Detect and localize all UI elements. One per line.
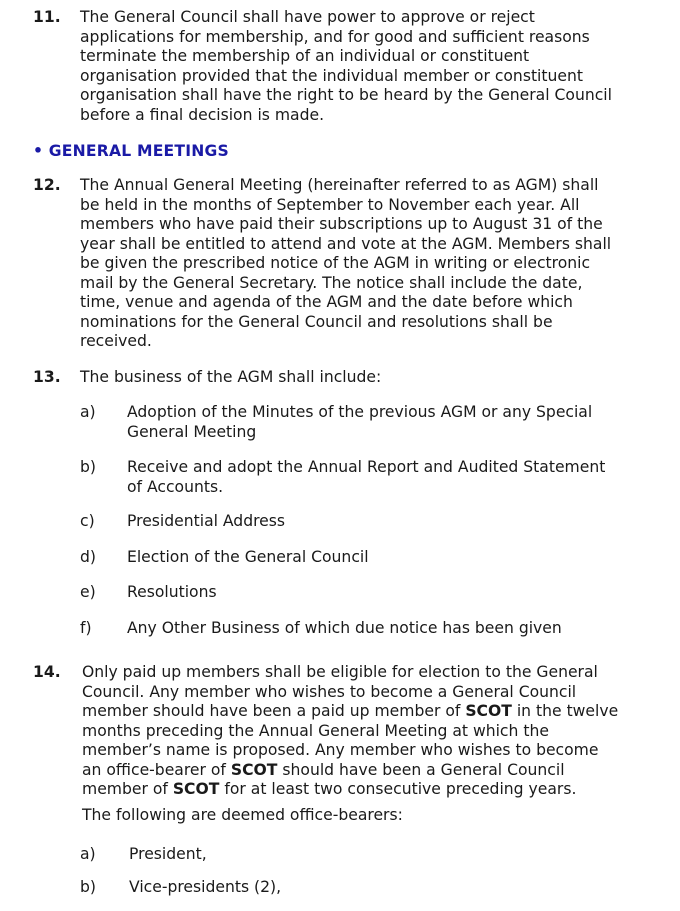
list-item-label: b): [80, 878, 96, 896]
clause-number: 14.: [33, 663, 61, 681]
clause-text: [82, 663, 658, 825]
list-item-text: Any Other Business of which due notice has been given: [127, 619, 562, 637]
list-item-text: Adoption of the Minutes of the previous AGM or any Special General Meeting: [127, 403, 593, 441]
clause-line: [82, 761, 658, 781]
clause-number: 13.: [33, 368, 61, 386]
clause-line: Only paid up members shall be eligible for election to the General: [82, 663, 598, 681]
list-item-label: b): [80, 458, 96, 476]
org-name: SCOT: [465, 702, 512, 720]
list-item-text: Receive and adopt the Annual Report and Audited Statement of Accounts.: [127, 458, 606, 496]
list-item-label: a): [80, 403, 96, 421]
org-name: SCOT: [230, 760, 278, 779]
clause-text-segment: member should have been a paid up member of: [82, 702, 466, 720]
list-item-text: President,: [129, 845, 207, 863]
clause-text-segment: an office-bearer of: [82, 760, 231, 779]
list-item-text: Election of the General Council: [127, 548, 369, 566]
clause-line: Council. Any member who wishes to become a General Council: [82, 682, 577, 701]
list-item-text: Presidential Address: [127, 512, 286, 530]
clause-text-segment: should have been a General Council: [277, 760, 565, 779]
org-name: SCOT: [172, 780, 220, 798]
list-item-label: d): [80, 548, 96, 566]
clause-text-segment: in the twelve: [511, 702, 619, 720]
list-item-text: Vice-presidents (2),: [129, 878, 282, 896]
clause-line: [82, 702, 658, 722]
clause-line: [82, 780, 658, 800]
list-item-label: e): [80, 583, 96, 601]
clause-text-segment: member of: [82, 780, 173, 798]
clause-text: The Annual General Meeting (hereinafter referred to as AGM) shall be held in the months of September to November each year. All members who have paid their subscriptions up to August 31 of the year shall be entitled to attend and vote at the AGM. Members shall be given the prescribed notice of the AGM in writing or electronic mail by the General Secretary. The notice shall include the date, time, venue and agenda of the AGM and the date before which nominations for the General Council and resolutions shall be received.: [80, 176, 612, 350]
list-item-label: a): [80, 845, 96, 863]
clause-line: months preceding the Annual General Meeting at which the: [82, 721, 549, 740]
list-item-text: Resolutions: [127, 583, 217, 601]
section-heading-general-meetings: • GENERAL MEETINGS: [33, 142, 229, 160]
clause-text-segment: for at least two consecutive preceding years.: [219, 780, 577, 798]
clause-text: The General Council shall have power to approve or reject applications for membership, and for good and sufficient reasons terminate the membership of an individual or constituent organisation provided that the individual member or constituent organisation shall have the right to be heard by the General Council before a final decision is made.: [80, 8, 612, 124]
clause-line: member’s name is proposed. Any member who wishes to become: [82, 741, 599, 759]
clause-number: 11.: [33, 8, 61, 26]
list-item-label: c): [80, 512, 95, 530]
clause-number: 12.: [33, 176, 61, 194]
list-item-label: f): [80, 619, 92, 637]
clause-intro: The business of the AGM shall include:: [80, 368, 382, 386]
office-bearers-intro: The following are deemed office-bearers:: [82, 805, 403, 824]
